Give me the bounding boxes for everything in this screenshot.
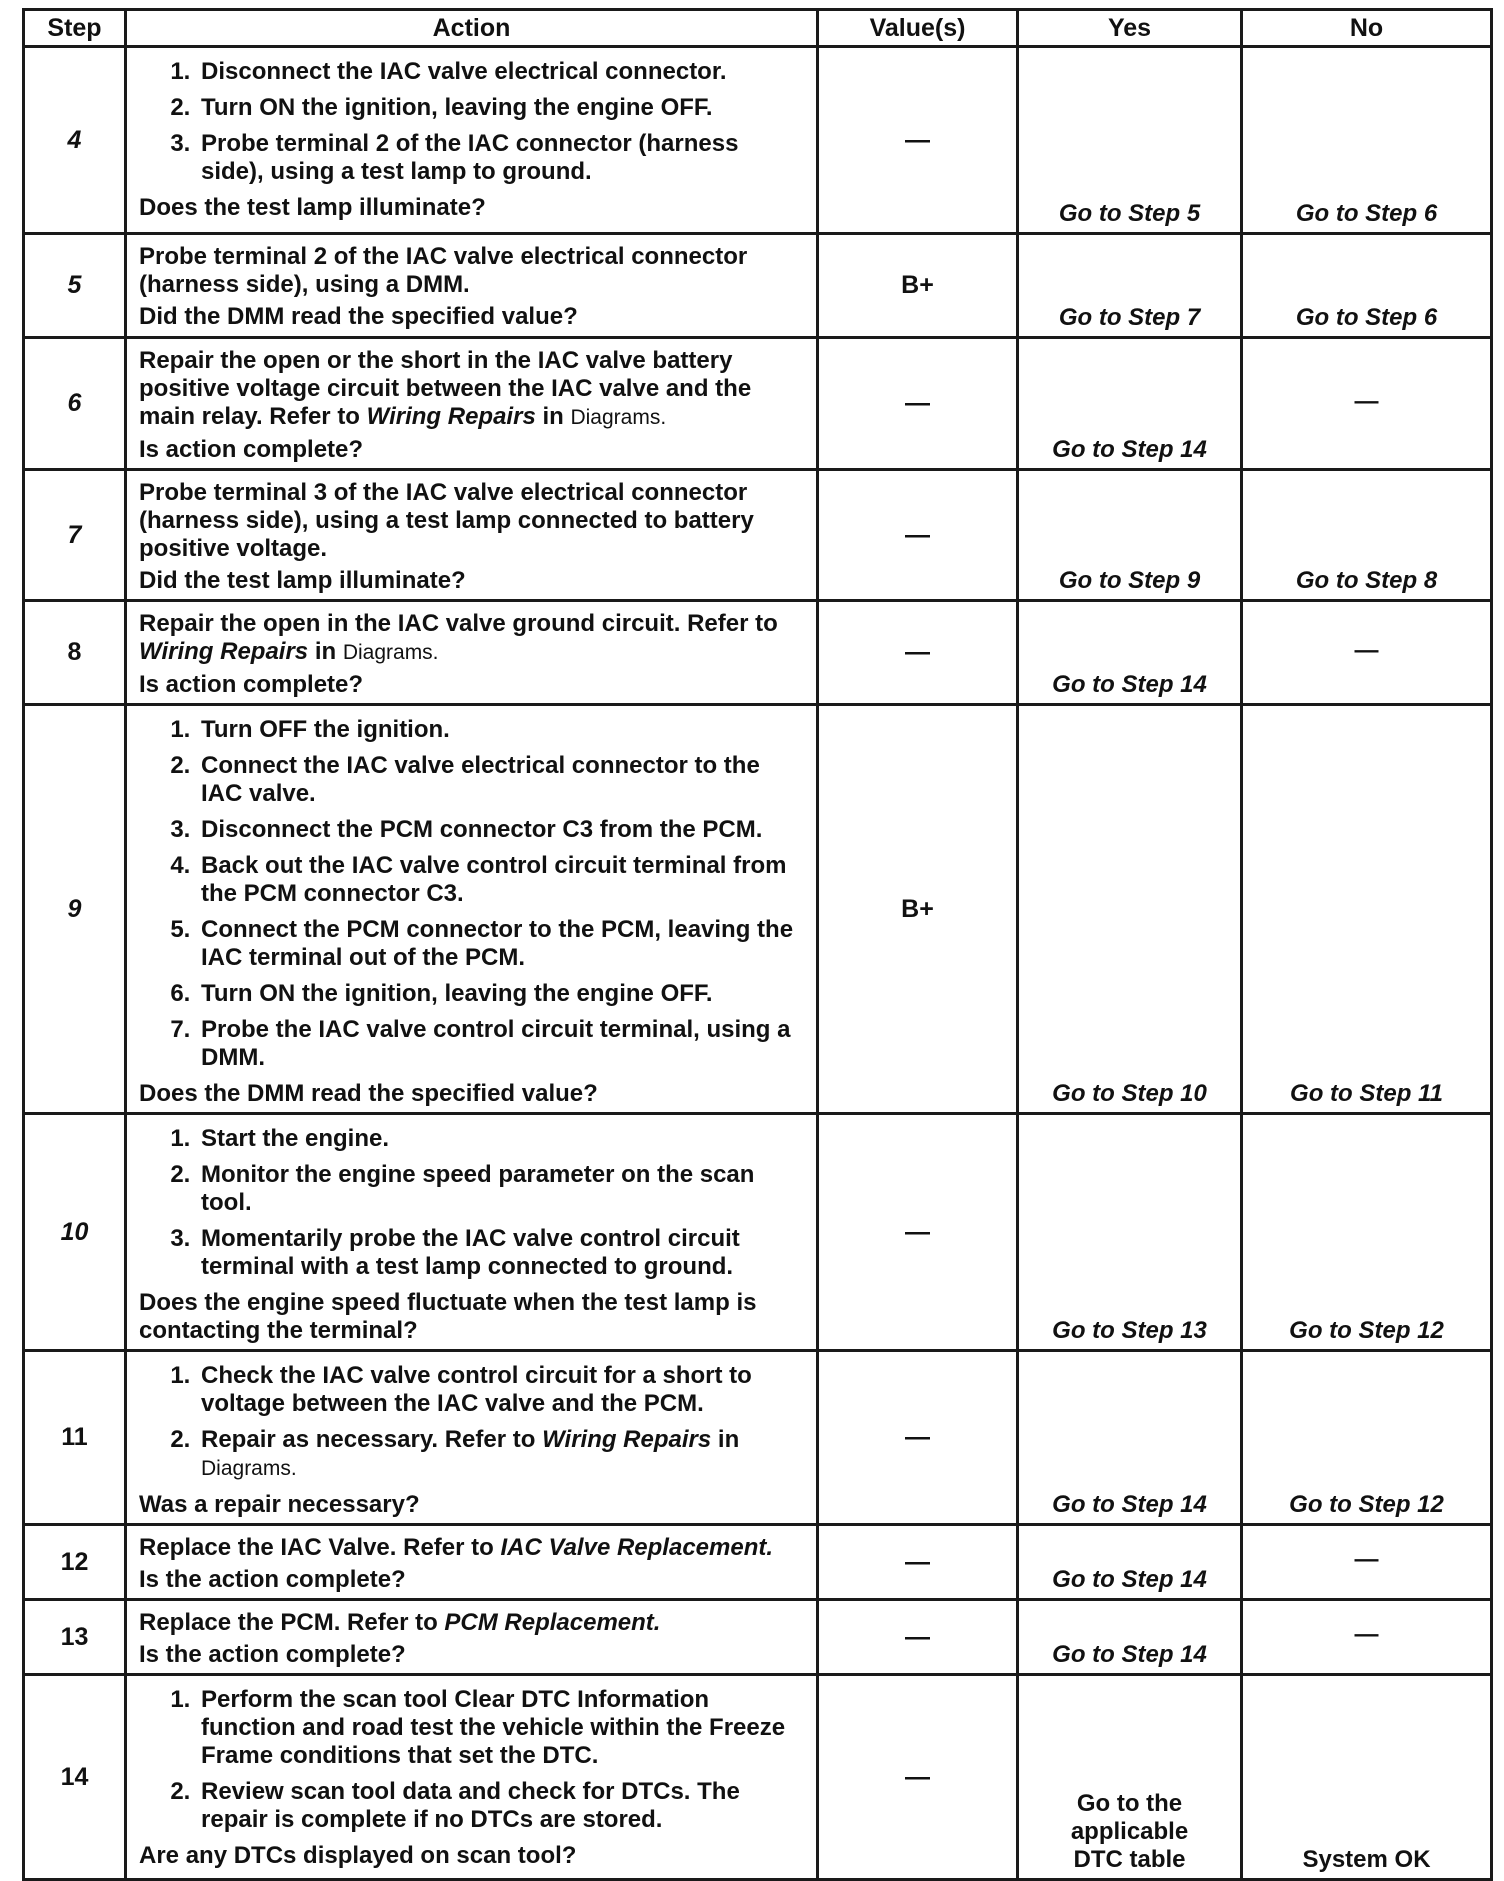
no-cell: Go to Step 6 <box>1242 47 1492 234</box>
table-row-step-12 <box>24 1525 1492 1600</box>
reference-in: in <box>314 638 337 665</box>
list-item: 7. Probe the IAC valve control circuit terminal, using a DMM. <box>197 1016 806 1072</box>
no-cell: — <box>1242 601 1492 705</box>
action-text-body: Replace the IAC Valve. Refer to <box>139 1534 494 1561</box>
action-text: Probe terminal 3 of the IAC valve electrical connector (harness side), using a test lamp connected to battery positive voltage. <box>139 479 754 562</box>
action-cell <box>126 705 818 1114</box>
action-list <box>139 1125 806 1281</box>
action-list <box>139 58 806 186</box>
action-cell <box>126 1525 818 1600</box>
step-number: 8 <box>24 601 126 705</box>
no-cell: — <box>1242 1525 1492 1600</box>
step-number: 5 <box>24 234 126 338</box>
yes-cell: Go to the applicable DTC table <box>1018 1675 1242 1880</box>
action-cell <box>126 601 818 705</box>
no-cell: — <box>1242 1600 1492 1675</box>
header-action: Action <box>126 10 818 47</box>
action-question: Did the test lamp illuminate? <box>139 567 466 594</box>
yes-cell: Go to Step 14 <box>1018 601 1242 705</box>
action-list <box>139 1362 806 1483</box>
value-cell: — <box>818 338 1018 470</box>
header-no: No <box>1242 10 1492 47</box>
step-number: 6 <box>24 338 126 470</box>
action-question: Is the action complete? <box>139 1641 406 1668</box>
reference-in: in <box>717 1426 740 1453</box>
list-item: 5. Connect the PCM connector to the PCM, leaving the IAC terminal out of the PCM. <box>197 916 806 972</box>
table-row-step-7 <box>24 470 1492 601</box>
no-cell: Go to Step 8 <box>1242 470 1492 601</box>
action-question: Is action complete? <box>139 671 364 698</box>
table-row-step-10 <box>24 1114 1492 1351</box>
yes-cell: Go to Step 14 <box>1018 1351 1242 1525</box>
diagnostic-table <box>22 8 1493 1881</box>
header-step: Step <box>24 10 126 47</box>
action-cell <box>126 1600 818 1675</box>
action-text <box>139 1609 806 1637</box>
value-cell: — <box>818 1525 1018 1600</box>
step-number: 4 <box>24 47 126 234</box>
action-text: Probe terminal 2 of the IAC valve electrical connector (harness side), using a DMM. <box>139 243 748 298</box>
step-number: 14 <box>24 1675 126 1880</box>
list-item: 3. Disconnect the PCM connector C3 from the PCM. <box>197 816 806 844</box>
action-question: Was a repair necessary? <box>139 1491 420 1518</box>
table-row-step-9 <box>24 705 1492 1114</box>
action-text-body: Repair the open or the short in the IAC valve battery positive voltage circuit between the IAC valve and the main relay. Refer to <box>139 347 752 430</box>
no-cell: Go to Step 12 <box>1242 1114 1492 1351</box>
table-row-step-8 <box>24 601 1492 705</box>
reference-link: PCM Replacement. <box>444 1609 661 1636</box>
action-question: Does the engine speed fluctuate when the test lamp is contacting the terminal? <box>139 1289 757 1344</box>
list-item: 3. Momentarily probe the IAC valve control circuit terminal with a test lamp connected to ground. <box>197 1225 806 1281</box>
value-cell: — <box>818 1114 1018 1351</box>
yes-cell: Go to Step 14 <box>1018 1600 1242 1675</box>
action-question: Does the DMM read the specified value? <box>139 1080 598 1107</box>
reference-link: Wiring Repairs <box>366 403 536 430</box>
yes-cell: Go to Step 10 <box>1018 705 1242 1114</box>
list-item: 2. Monitor the engine speed parameter on the scan tool. <box>197 1161 806 1217</box>
list-item: 2. Turn ON the ignition, leaving the engine OFF. <box>197 94 806 122</box>
action-list <box>139 1686 806 1834</box>
list-item: 6. Turn ON the ignition, leaving the engine OFF. <box>197 980 806 1008</box>
reference-doc: Diagrams. <box>570 406 667 429</box>
no-cell: Go to Step 6 <box>1242 234 1492 338</box>
yes-cell: Go to Step 14 <box>1018 338 1242 470</box>
no-cell: Go to Step 12 <box>1242 1351 1492 1525</box>
list-item: 2. Review scan tool data and check for DTCs. The repair is complete if no DTCs are stored. <box>197 1778 806 1834</box>
action-cell <box>126 1114 818 1351</box>
action-cell <box>126 1675 818 1880</box>
list-item: 1. Perform the scan tool Clear DTC Information function and road test the vehicle within the Freeze Frame conditions that set the DTC. <box>197 1686 806 1770</box>
value-cell: B+ <box>818 705 1018 1114</box>
list-item <box>197 1426 806 1483</box>
list-item: 1. Start the engine. <box>197 1125 806 1153</box>
reference-link: Wiring Repairs <box>542 1426 712 1453</box>
step-number: 13 <box>24 1600 126 1675</box>
action-text <box>139 610 806 667</box>
value-cell: B+ <box>818 234 1018 338</box>
step-number: 7 <box>24 470 126 601</box>
header-row <box>24 10 1492 47</box>
action-question: Is the action complete? <box>139 1566 406 1593</box>
reference-link: Wiring Repairs <box>139 638 309 665</box>
action-question: Are any DTCs displayed on scan tool? <box>139 1842 577 1869</box>
header-yes: Yes <box>1018 10 1242 47</box>
table-row-step-6 <box>24 338 1492 470</box>
step-number: 11 <box>24 1351 126 1525</box>
list-item: 1. Turn OFF the ignition. <box>197 716 806 744</box>
action-question: Did the DMM read the specified value? <box>139 303 578 330</box>
yes-cell: Go to Step 14 <box>1018 1525 1242 1600</box>
step-number: 10 <box>24 1114 126 1351</box>
action-text <box>139 1534 806 1562</box>
list-item: 1. Check the IAC valve control circuit for a short to voltage between the IAC valve and the PCM. <box>197 1362 806 1418</box>
step-number: 9 <box>24 705 126 1114</box>
action-text-body: Repair the open in the IAC valve ground circuit. Refer to <box>139 610 778 637</box>
list-item-text: Repair as necessary. Refer to <box>201 1426 536 1453</box>
table-row-step-13 <box>24 1600 1492 1675</box>
value-cell: — <box>818 1600 1018 1675</box>
table-row-step-5 <box>24 234 1492 338</box>
action-question: Does the test lamp illuminate? <box>139 194 486 221</box>
diagnostic-page <box>22 8 1490 1881</box>
no-cell: System OK <box>1242 1675 1492 1880</box>
no-cell: Go to Step 11 <box>1242 705 1492 1114</box>
action-text-body: Replace the PCM. Refer to <box>139 1609 438 1636</box>
action-text <box>139 347 806 432</box>
value-cell: — <box>818 1351 1018 1525</box>
reference-doc: Diagrams. <box>342 641 439 664</box>
value-cell: — <box>818 47 1018 234</box>
no-cell: — <box>1242 338 1492 470</box>
table-row-step-14 <box>24 1675 1492 1880</box>
reference-link: IAC Valve Replacement. <box>500 1534 774 1561</box>
reference-in: in <box>542 403 564 430</box>
yes-cell: Go to Step 7 <box>1018 234 1242 338</box>
step-number: 12 <box>24 1525 126 1600</box>
list-item: 4. Back out the IAC valve control circuit terminal from the PCM connector C3. <box>197 852 806 908</box>
header-values: Value(s) <box>818 10 1018 47</box>
action-cell <box>126 47 818 234</box>
table-row-step-11 <box>24 1351 1492 1525</box>
value-cell: — <box>818 1675 1018 1880</box>
action-cell <box>126 234 818 338</box>
yes-cell: Go to Step 9 <box>1018 470 1242 601</box>
table-row-step-4 <box>24 47 1492 234</box>
action-cell <box>126 470 818 601</box>
action-cell <box>126 1351 818 1525</box>
action-cell <box>126 338 818 470</box>
action-list <box>139 716 806 1072</box>
list-item: 1. Disconnect the IAC valve electrical connector. <box>197 58 806 86</box>
list-item: 3. Probe terminal 2 of the IAC connector (harness side), using a test lamp to ground. <box>197 130 806 186</box>
value-cell: — <box>818 601 1018 705</box>
list-item: 2. Connect the IAC valve electrical connector to the IAC valve. <box>197 752 806 808</box>
reference-doc: Diagrams. <box>201 1457 297 1480</box>
action-question: Is action complete? <box>139 436 364 463</box>
yes-cell: Go to Step 5 <box>1018 47 1242 234</box>
yes-cell: Go to Step 13 <box>1018 1114 1242 1351</box>
value-cell: — <box>818 470 1018 601</box>
